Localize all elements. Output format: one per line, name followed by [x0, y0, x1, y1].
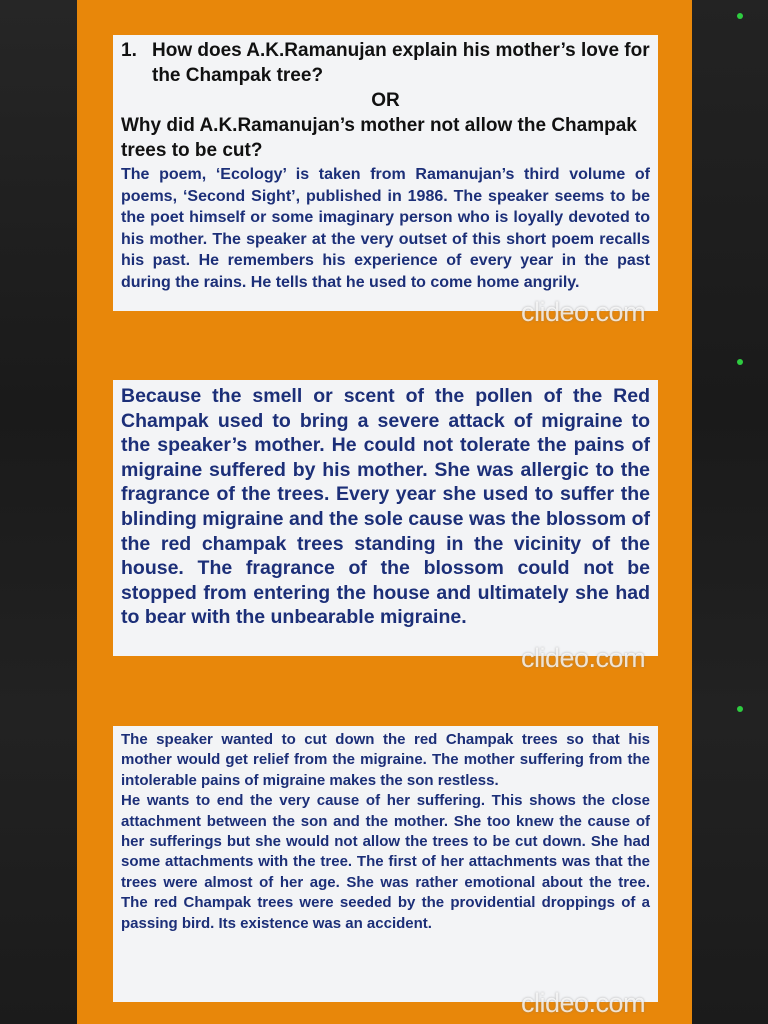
or-separator: OR: [371, 90, 400, 111]
watermark: clideo.com: [521, 643, 646, 673]
question-1: [121, 38, 650, 88]
indicator-dot: [737, 706, 743, 712]
question-text: How does A.K.Ramanujan explain his mother’s love for the Champak tree?: [152, 40, 650, 86]
question-card: [113, 35, 658, 311]
answer-paragraph: The poem, ‘Ecology’ is taken from Ramanujan’s third volume of poems, ‘Second Sight’, published in 1986. The speaker seems to be the poet himself or some imaginary person who is loyally devoted to his mother. The speaker at the very outset of this short poem recalls his past. He remembers his experience of every year in the past during the rains. He tells that he used to come home angrily.: [121, 166, 650, 291]
answer-paragraph: The speaker wanted to cut down the red Champak trees so that his mother would get relief from the migraine. The mother suffering from the intolerable pains of migraine makes the son restless.: [121, 731, 650, 789]
indicator-dot: [737, 13, 743, 19]
question-alternate: Why did A.K.Ramanujan’s mother not allow the Champak trees to be cut?: [121, 115, 637, 161]
answer-card: [113, 726, 658, 1002]
left-dark-margin: [0, 0, 77, 1024]
watermark: clideo.com: [521, 988, 646, 1018]
answer-card: [113, 380, 658, 656]
right-dark-margin: [692, 0, 768, 1024]
watermark: clideo.com: [521, 297, 646, 327]
answer-paragraph: Because the smell or scent of the pollen of the Red Champak used to bring a severe attack of migraine to the speaker’s mother. He could not tolerate the pains of migraine suffered by his mother. She was allergic to the fragrance of the trees. Every year she used to suffer the blinding migraine and the sole cause was the blossom of the red champak trees standing in the vicinity of the house. The fragrance of the blossom could not be stopped from entering the house and ultimately she had to bear with the unbearable migraine.: [121, 385, 650, 629]
answer-paragraph: He wants to end the very cause of her suffering. This shows the close attachment between the son and the mother. She too knew the cause of her sufferings but she would not allow the trees to be cut down. She had some attachments with the tree. The first of her attachments was that the trees were almost of her age. She was rather emotional about the tree. The red Champak trees were seeded by the providential droppings of a passing bird. Its existence was an accident.: [121, 792, 650, 932]
question-number: 1.: [121, 40, 137, 61]
indicator-dot: [737, 359, 743, 365]
